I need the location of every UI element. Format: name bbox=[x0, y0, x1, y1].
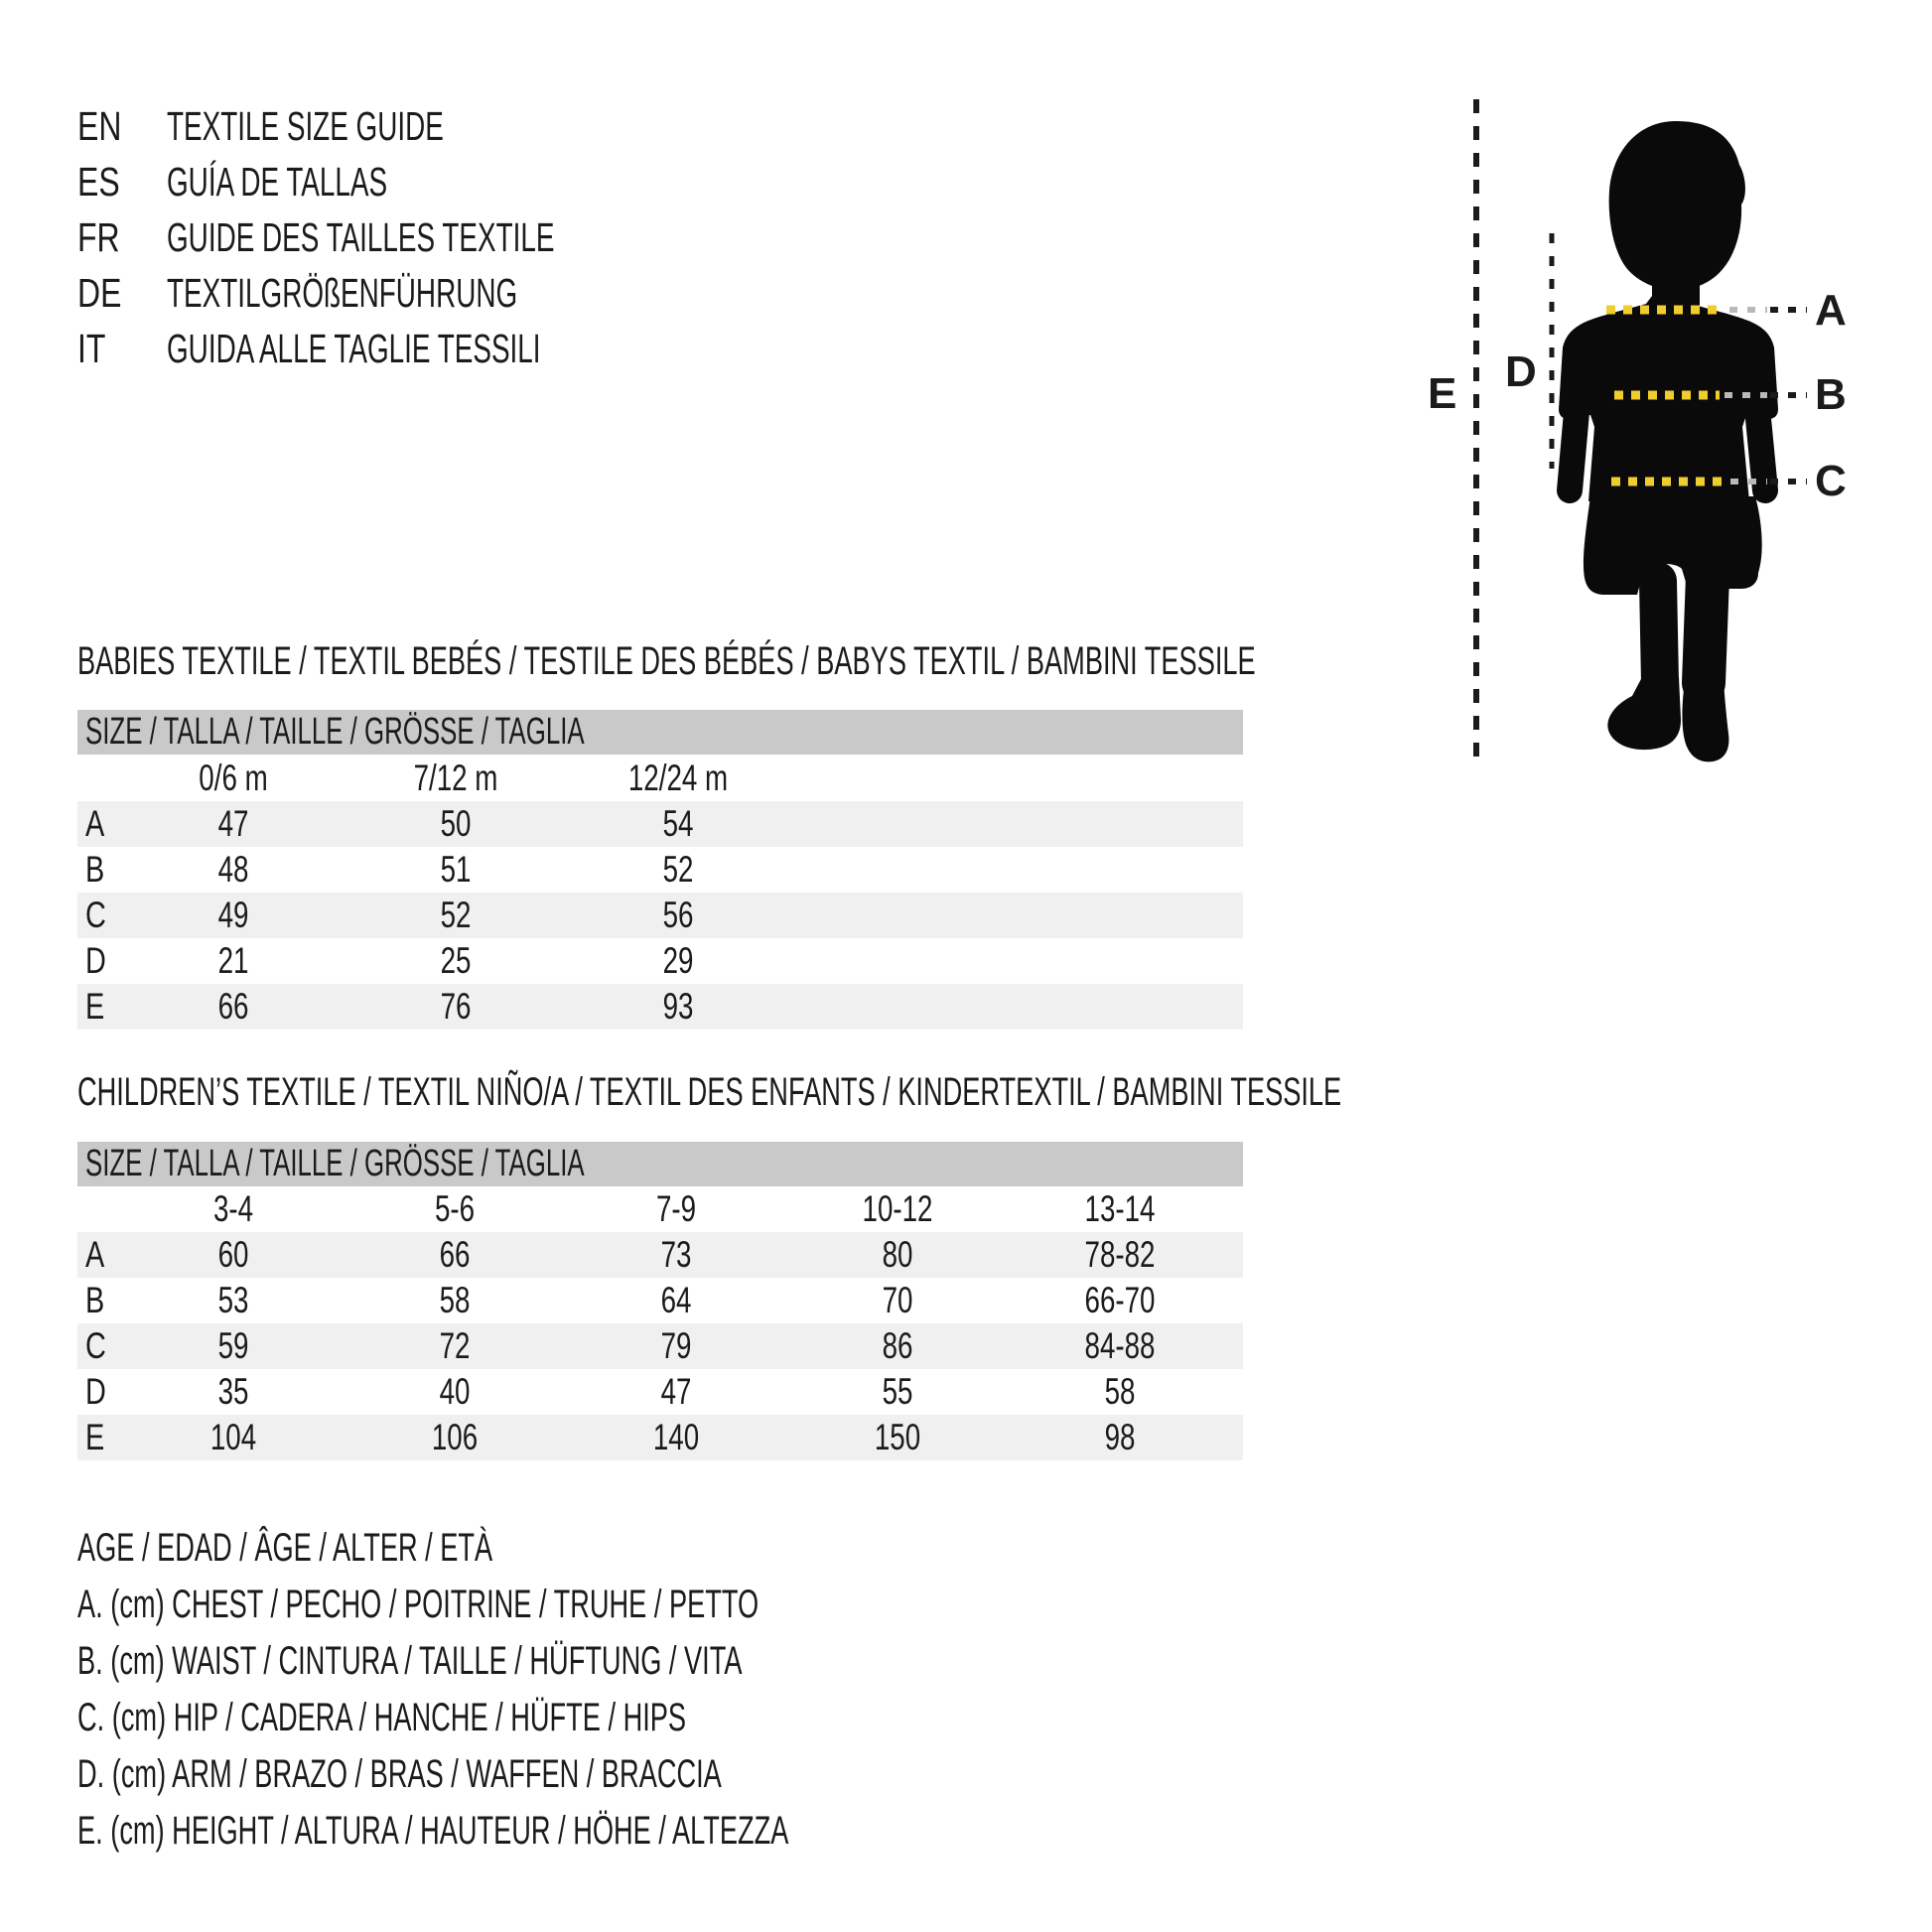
table-cell: 47 bbox=[217, 803, 249, 844]
legend-chest-line: A. (cm) CHEST / PECHO / POITRINE / TRUHE / PETTO bbox=[77, 1583, 759, 1626]
column-header: 7/12 m bbox=[413, 758, 498, 798]
table-cell: 98 bbox=[1104, 1417, 1136, 1457]
legend-hip-line: C. (cm) HIP / CADERA / HANCHE / HÜFTE / HIPS bbox=[77, 1696, 687, 1739]
language-title: GUIDE DES TAILLES TEXTILE bbox=[167, 213, 555, 260]
row-label: C bbox=[85, 1325, 106, 1366]
table-cell: 48 bbox=[217, 849, 249, 890]
legend-age-line: AGE / EDAD / ÂGE / ALTER / ETÀ bbox=[77, 1526, 493, 1570]
language-row-de bbox=[77, 265, 737, 321]
table-cell: 78-82 bbox=[1084, 1234, 1156, 1275]
row-label: A bbox=[85, 803, 105, 844]
language-title: GUÍA DE TALLAS bbox=[167, 158, 388, 205]
table-row-d bbox=[77, 938, 1243, 984]
column-header: 0/6 m bbox=[199, 758, 268, 798]
language-row-en bbox=[77, 98, 737, 154]
table-cell: 106 bbox=[431, 1417, 479, 1457]
table-cell: 104 bbox=[209, 1417, 257, 1457]
table-row-e bbox=[77, 1415, 1243, 1460]
table-row-a bbox=[77, 1232, 1243, 1278]
language-title: TEXTILGRÖßENFÜHRUNG bbox=[167, 269, 518, 316]
table-cell: 72 bbox=[439, 1325, 471, 1366]
table-cell: 50 bbox=[440, 803, 472, 844]
legend-waist-line: B. (cm) WAIST / CINTURA / TAILLE / HÜFTUNG / VITA bbox=[77, 1639, 743, 1683]
table-cell: 70 bbox=[882, 1280, 913, 1320]
column-header: 13-14 bbox=[1084, 1188, 1156, 1229]
children-column-header-row bbox=[77, 1186, 1243, 1232]
table-cell: 93 bbox=[662, 986, 694, 1027]
language-header bbox=[77, 98, 737, 376]
silhouette-right-shoe bbox=[1682, 675, 1728, 761]
row-label: E bbox=[85, 1417, 105, 1457]
table-cell: 64 bbox=[660, 1280, 692, 1320]
column-header: 3-4 bbox=[212, 1188, 254, 1229]
table-cell: 49 bbox=[217, 895, 249, 935]
column-header: 10-12 bbox=[862, 1188, 933, 1229]
table-cell: 59 bbox=[217, 1325, 249, 1366]
row-label: D bbox=[85, 1371, 106, 1412]
babies-size-table bbox=[77, 710, 1243, 1030]
column-header: 12/24 m bbox=[627, 758, 729, 798]
table-cell: 86 bbox=[882, 1325, 913, 1366]
table-cell: 66 bbox=[217, 986, 249, 1027]
table-cell: 60 bbox=[217, 1234, 249, 1275]
arm-measure-label: D bbox=[1505, 347, 1537, 396]
row-label: E bbox=[85, 986, 105, 1027]
row-label: B bbox=[85, 1280, 105, 1320]
table-cell: 140 bbox=[652, 1417, 700, 1457]
table-row-c bbox=[77, 1323, 1243, 1369]
row-label: D bbox=[85, 940, 106, 981]
table-cell: 29 bbox=[662, 940, 694, 981]
chest-measure-label: A bbox=[1815, 286, 1847, 335]
table-row-d bbox=[77, 1369, 1243, 1415]
table-cell: 66 bbox=[439, 1234, 471, 1275]
language-row-fr bbox=[77, 209, 737, 265]
table-cell: 66-70 bbox=[1084, 1280, 1156, 1320]
language-title: GUIDA ALLE TAGLIE TESSILI bbox=[167, 325, 541, 371]
table-cell: 73 bbox=[660, 1234, 692, 1275]
table-cell: 84-88 bbox=[1084, 1325, 1156, 1366]
table-row-a bbox=[77, 801, 1243, 847]
table-cell: 79 bbox=[660, 1325, 692, 1366]
table-cell: 56 bbox=[662, 895, 694, 935]
table-cell: 35 bbox=[217, 1371, 249, 1412]
language-title: TEXTILE SIZE GUIDE bbox=[167, 102, 444, 149]
silhouette-left-arm bbox=[1570, 367, 1581, 490]
babies-section-heading: BABIES TEXTILE / TEXTIL BEBÉS / TESTILE DES BÉBÉS / BABYS TEXTIL / BAMBINI TESSILE bbox=[77, 639, 1256, 683]
row-label: C bbox=[85, 895, 106, 935]
table-row-b bbox=[77, 847, 1243, 893]
silhouette-left-shoe bbox=[1607, 677, 1681, 750]
children-size-table bbox=[77, 1142, 1243, 1459]
measurement-legend bbox=[77, 1520, 1123, 1860]
table-cell: 54 bbox=[662, 803, 694, 844]
row-label: A bbox=[85, 1234, 105, 1275]
legend-arm-line: D. (cm) ARM / BRAZO / BRAS / WAFFEN / BRACCIA bbox=[77, 1752, 722, 1796]
table-cell: 25 bbox=[440, 940, 472, 981]
table-cell: 55 bbox=[882, 1371, 913, 1412]
table-cell: 150 bbox=[874, 1417, 921, 1457]
silhouette-right-arm bbox=[1753, 367, 1765, 490]
children-section-heading: CHILDREN’S TEXTILE / TEXTIL NIÑO/A / TEXTIL DES ENFANTS / KINDERTEXTIL / BAMBINI TESSILE bbox=[77, 1070, 1342, 1114]
babies-size-bar: SIZE / TALLA / TAILLE / GRÖSSE / TAGLIA bbox=[77, 710, 1243, 755]
table-cell: 58 bbox=[439, 1280, 471, 1320]
row-label: B bbox=[85, 849, 105, 890]
table-cell: 53 bbox=[217, 1280, 249, 1320]
height-measure-label: E bbox=[1428, 369, 1457, 418]
child-silhouette-figure bbox=[1241, 69, 1926, 804]
table-cell: 52 bbox=[440, 895, 472, 935]
language-row-it bbox=[77, 321, 737, 376]
children-size-bar: SIZE / TALLA / TAILLE / GRÖSSE / TAGLIA bbox=[77, 1142, 1243, 1186]
table-cell: 52 bbox=[662, 849, 694, 890]
language-row-es bbox=[77, 154, 737, 209]
table-cell: 76 bbox=[440, 986, 472, 1027]
table-cell: 58 bbox=[1104, 1371, 1136, 1412]
language-code: ES bbox=[77, 158, 120, 205]
waist-measure-label: B bbox=[1815, 370, 1847, 419]
table-cell: 40 bbox=[439, 1371, 471, 1412]
hip-measure-label: C bbox=[1815, 457, 1847, 505]
table-cell: 51 bbox=[440, 849, 472, 890]
table-row-e bbox=[77, 984, 1243, 1030]
legend-height-line: E. (cm) HEIGHT / ALTURA / HAUTEUR / HÖHE / ALTEZZA bbox=[77, 1809, 789, 1853]
table-cell: 21 bbox=[217, 940, 249, 981]
column-header: 7-9 bbox=[655, 1188, 697, 1229]
table-row-b bbox=[77, 1278, 1243, 1323]
column-header: 5-6 bbox=[434, 1188, 476, 1229]
table-cell: 47 bbox=[660, 1371, 692, 1412]
language-code: EN bbox=[77, 102, 122, 149]
language-code: IT bbox=[77, 325, 106, 371]
table-cell: 80 bbox=[882, 1234, 913, 1275]
language-code: DE bbox=[77, 269, 122, 316]
table-row-c bbox=[77, 893, 1243, 938]
babies-column-header-row bbox=[77, 756, 1243, 801]
language-code: FR bbox=[77, 213, 120, 260]
